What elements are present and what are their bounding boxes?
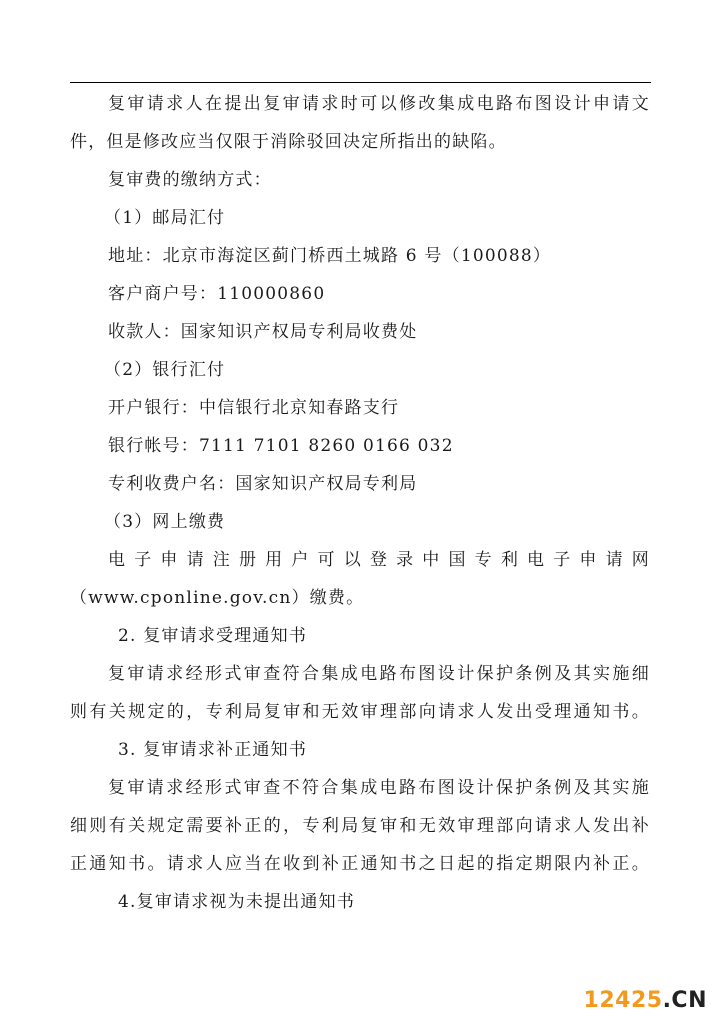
section-3-line-3: 正通知书。请求人应当在收到补正通知书之日起的指定期限内补正。 xyxy=(70,854,650,874)
postal-address: 地址：北京市海淀区蓟门桥西土城路 6 号（100088） xyxy=(108,246,552,266)
method-postal: （1）邮局汇付 xyxy=(104,208,226,228)
bank-account: 银行帐号：7111 7101 8260 0166 032 xyxy=(108,436,454,456)
online-para-line-2: （www.cponline.gov.cn）缴费。 xyxy=(70,588,365,608)
section-3-line-1: 复审请求经形式审查不符合集成电路布图设计保护条例及其实施 xyxy=(108,778,650,798)
method-online: （3）网上缴费 xyxy=(104,512,226,532)
fee-heading: 复审费的缴纳方式： xyxy=(108,170,272,190)
watermark-suffix: .CN xyxy=(662,988,707,1013)
bank-account-name: 专利收费户名：国家知识产权局专利局 xyxy=(108,474,418,494)
postal-payee: 收款人：国家知识产权局专利局收费处 xyxy=(108,322,418,342)
online-para-line-1: 电子申请注册用户可以登录中国专利电子申请网 xyxy=(108,550,650,570)
section-2-line-1: 复审请求经形式审查符合集成电路布图设计保护条例及其实施细 xyxy=(108,664,650,684)
section-4-heading: 4.复审请求视为未提出通知书 xyxy=(118,892,356,912)
para-line-2: 件，但是修改应当仅限于消除驳回决定所指出的缺陷。 xyxy=(70,132,507,152)
watermark-number: 12425 xyxy=(583,988,663,1013)
section-2-heading: 2. 复审请求受理通知书 xyxy=(118,626,308,646)
postal-merchant-id: 客户商户号：110000860 xyxy=(108,284,326,304)
section-2-line-2: 则有关规定的，专利局复审和无效审理部向请求人发出受理通知书。 xyxy=(70,702,650,722)
bank-name: 开户银行：中信银行北京知春路支行 xyxy=(108,398,400,418)
para-line-1: 复审请求人在提出复审请求时可以修改集成电路布图设计申请文 xyxy=(108,94,650,114)
section-3-line-2: 细则有关规定需要补正的，专利局复审和无效审理部向请求人发出补 xyxy=(70,816,650,836)
method-bank: （2）银行汇付 xyxy=(104,360,226,380)
site-watermark xyxy=(584,988,707,1013)
section-3-heading: 3. 复审请求补正通知书 xyxy=(118,740,308,760)
header-rule xyxy=(70,82,651,83)
